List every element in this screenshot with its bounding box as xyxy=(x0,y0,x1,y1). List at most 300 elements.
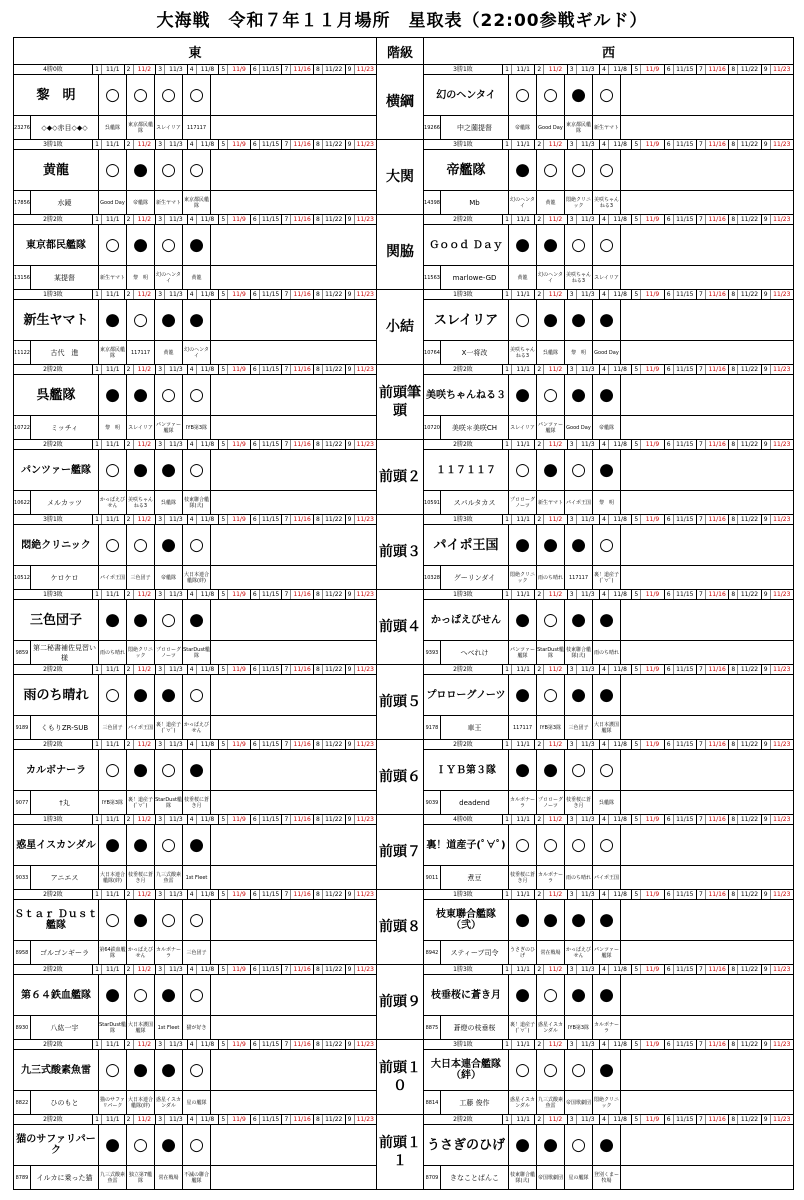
guild-id: 14398 xyxy=(424,191,441,214)
match-date: 11/1 xyxy=(516,666,530,673)
guild-id: 8789 xyxy=(14,1166,31,1189)
win-mark: ○ xyxy=(99,675,127,715)
empty-slot xyxy=(211,225,376,265)
leader-name: スパルタカス xyxy=(441,491,509,514)
match-slot xyxy=(282,440,314,449)
empty-slot xyxy=(211,450,376,490)
win-mark: ○ xyxy=(183,1125,211,1165)
loss-mark: ● xyxy=(127,1050,155,1090)
loss-mark: ● xyxy=(127,600,155,640)
match-number: 6 xyxy=(251,590,260,599)
match-date: 11/2 xyxy=(548,816,563,823)
record-row xyxy=(14,140,376,150)
match-slot xyxy=(251,1040,283,1049)
match-slot xyxy=(93,590,125,599)
match-date: 11/8 xyxy=(200,366,215,373)
loss-mark: ● xyxy=(183,300,211,340)
match-slot xyxy=(188,1115,220,1124)
match-date: 11/3 xyxy=(581,1041,595,1048)
match-number: 5 xyxy=(219,890,228,899)
opponent-name: スレイリア xyxy=(155,116,183,139)
match-slot xyxy=(346,890,377,899)
match-slot xyxy=(93,740,125,749)
match-date: 11/1 xyxy=(516,741,530,748)
empty-slot xyxy=(211,116,376,139)
match-slot xyxy=(219,1115,251,1124)
east-guild-cell xyxy=(14,890,377,965)
match-number: 2 xyxy=(535,290,544,299)
opponent-name: 新生ヤマト xyxy=(155,191,183,214)
win-loss-record: 1勝3敗 xyxy=(14,290,93,299)
match-date: 11/23 xyxy=(773,741,791,748)
match-number: 8 xyxy=(729,440,738,449)
match-number: 5 xyxy=(219,65,228,74)
match-slot xyxy=(762,65,793,74)
match-number: 1 xyxy=(93,290,102,299)
guild-opponents-row xyxy=(424,941,793,964)
opponent-name: 117117 xyxy=(127,341,155,364)
match-date: 11/23 xyxy=(356,966,374,973)
rank-row xyxy=(14,1115,794,1190)
match-slot xyxy=(125,1115,157,1124)
match-slot xyxy=(314,1115,346,1124)
guild-name: 三色団子 xyxy=(14,600,99,640)
match-number: 8 xyxy=(314,215,323,224)
match-number: 1 xyxy=(93,965,102,974)
match-slot xyxy=(632,1040,664,1049)
match-number: 2 xyxy=(125,740,134,749)
match-date: 11/8 xyxy=(613,1041,627,1048)
match-date: 11/1 xyxy=(516,816,530,823)
match-slot xyxy=(503,65,535,74)
guild-results-row xyxy=(424,675,793,716)
loss-mark: ● xyxy=(593,900,621,940)
match-slot xyxy=(503,590,535,599)
match-date: 11/8 xyxy=(200,891,215,898)
match-slot xyxy=(125,365,157,374)
match-date: 11/1 xyxy=(516,291,530,298)
match-date: 11/2 xyxy=(137,591,152,598)
match-slot xyxy=(251,815,283,824)
match-slot xyxy=(697,590,729,599)
match-slot xyxy=(156,590,188,599)
match-date: 11/23 xyxy=(356,441,374,448)
guild-id: 9393 xyxy=(424,641,441,664)
match-number: 1 xyxy=(503,965,512,974)
match-date: 11/1 xyxy=(106,966,120,973)
match-number: 4 xyxy=(188,290,197,299)
west-guild-cell xyxy=(424,65,794,140)
match-number: 3 xyxy=(156,365,165,374)
opponent-name: 不滅の聯合艦隊 xyxy=(183,1166,211,1189)
match-date: 11/9 xyxy=(645,366,660,373)
match-slot xyxy=(503,290,535,299)
match-slot xyxy=(156,890,188,899)
match-number: 9 xyxy=(762,515,771,524)
star-table xyxy=(13,37,794,1190)
match-slot xyxy=(188,140,220,149)
guild-id: 9189 xyxy=(14,716,31,739)
match-number: 3 xyxy=(568,140,577,149)
guild-opponents-row xyxy=(424,341,793,364)
guild-results-row xyxy=(14,375,376,416)
opponent-name: パイポ王国 xyxy=(593,866,621,889)
match-date: 11/8 xyxy=(200,516,215,523)
opponent-name: 黄龍 xyxy=(537,191,565,214)
empty-slot xyxy=(621,225,793,265)
opponent-name: 雨のち晴れ xyxy=(565,866,593,889)
loss-mark: ● xyxy=(509,675,537,715)
match-date: 11/3 xyxy=(169,666,183,673)
match-slot xyxy=(632,65,664,74)
match-date: 11/3 xyxy=(169,1116,183,1123)
leader-name: 車王 xyxy=(441,716,509,739)
match-slot xyxy=(188,815,220,824)
east-guild-cell xyxy=(14,290,377,365)
match-date: 11/23 xyxy=(356,66,374,73)
opponent-name: 悶絶クリニック xyxy=(127,641,155,664)
match-date: 11/9 xyxy=(645,441,660,448)
match-date: 11/8 xyxy=(613,891,627,898)
match-number: 1 xyxy=(503,1115,512,1124)
match-date: 11/15 xyxy=(261,216,280,223)
rank-label: 大関 xyxy=(377,140,424,215)
opponent-name: 呉艦隊 xyxy=(99,116,127,139)
match-slot xyxy=(188,740,220,749)
match-slot xyxy=(762,1115,793,1124)
win-mark: ○ xyxy=(99,150,127,190)
match-date: 11/8 xyxy=(200,291,215,298)
guild-results-row xyxy=(424,450,793,491)
match-number: 1 xyxy=(93,1115,102,1124)
empty-slot xyxy=(621,450,793,490)
match-slot xyxy=(697,1115,729,1124)
win-loss-record: 2勝2敗 xyxy=(14,1040,93,1049)
match-date: 11/1 xyxy=(516,441,530,448)
match-slot xyxy=(346,665,377,674)
match-date: 11/15 xyxy=(676,141,694,148)
rank-row xyxy=(14,815,794,890)
win-loss-record: 3勝1敗 xyxy=(424,65,503,74)
guild-results-row xyxy=(424,825,793,866)
match-slot xyxy=(729,815,761,824)
match-date: 11/8 xyxy=(200,666,215,673)
loss-mark: ● xyxy=(537,750,565,790)
empty-slot xyxy=(211,491,376,514)
record-row xyxy=(424,440,793,450)
match-date: 11/15 xyxy=(676,1116,694,1123)
match-number: 7 xyxy=(282,140,291,149)
match-date: 11/16 xyxy=(708,816,726,823)
leader-name: アニエス xyxy=(31,866,99,889)
match-date: 11/15 xyxy=(676,1041,694,1048)
match-number: 8 xyxy=(314,965,323,974)
match-slot xyxy=(125,515,157,524)
match-date: 11/2 xyxy=(137,816,152,823)
match-date: 11/23 xyxy=(356,816,374,823)
match-date: 11/2 xyxy=(548,441,563,448)
match-number: 6 xyxy=(665,965,674,974)
guild-name: かっぱえびせん xyxy=(424,600,509,640)
match-date: 11/3 xyxy=(169,516,183,523)
match-slot xyxy=(282,965,314,974)
match-number: 7 xyxy=(697,140,706,149)
match-date: 11/2 xyxy=(548,516,563,523)
match-number: 4 xyxy=(600,365,609,374)
match-number: 1 xyxy=(93,365,102,374)
match-slot xyxy=(314,590,346,599)
opponent-name: 呉艦隊 xyxy=(593,791,621,814)
empty-slot xyxy=(621,1166,793,1189)
match-date: 11/3 xyxy=(169,891,183,898)
empty-slot xyxy=(211,75,376,115)
guild-name: 東京都民艦隊 xyxy=(14,225,99,265)
east-guild-block xyxy=(14,665,376,739)
match-date: 11/9 xyxy=(232,516,246,523)
match-date: 11/15 xyxy=(676,216,694,223)
match-number: 8 xyxy=(729,365,738,374)
match-date: 11/9 xyxy=(232,216,246,223)
match-date: 11/3 xyxy=(169,591,183,598)
match-slot xyxy=(346,515,377,524)
match-date: 11/16 xyxy=(708,891,726,898)
opponent-name: Good Day xyxy=(593,341,621,364)
match-slot xyxy=(697,815,729,824)
match-slot xyxy=(600,665,632,674)
match-number: 4 xyxy=(188,665,197,674)
opponent-name: カルボナーラ xyxy=(537,866,565,889)
match-slot xyxy=(251,290,283,299)
match-number: 6 xyxy=(665,365,674,374)
match-date: 11/2 xyxy=(548,366,563,373)
loss-mark: ● xyxy=(537,450,565,490)
match-slot xyxy=(762,1040,793,1049)
match-number: 5 xyxy=(219,740,228,749)
opponent-name: 雨のち晴れ xyxy=(99,641,127,664)
match-number: 8 xyxy=(314,1040,323,1049)
empty-slot xyxy=(621,266,793,289)
guild-name: Ｇｏｏｄ Ｄａｙ xyxy=(424,225,509,265)
match-number: 6 xyxy=(251,1115,260,1124)
match-date: 11/22 xyxy=(325,441,343,448)
win-mark: ○ xyxy=(565,825,593,865)
match-slot xyxy=(762,215,793,224)
match-number: 4 xyxy=(188,590,197,599)
match-slot xyxy=(697,665,729,674)
match-number: 8 xyxy=(314,890,323,899)
match-number: 3 xyxy=(568,665,577,674)
west-guild-cell xyxy=(424,365,794,440)
rank-label: 前頭７ xyxy=(377,815,424,890)
leader-name: きなことぱんこ xyxy=(441,1166,509,1189)
match-date: 11/1 xyxy=(516,1041,530,1048)
match-slot xyxy=(188,440,220,449)
opponent-name: 枝垂桜に蒼き月 xyxy=(509,866,537,889)
win-mark: ○ xyxy=(509,825,537,865)
match-date: 11/23 xyxy=(356,1041,374,1048)
opponent-name: プロローグノーツ xyxy=(155,641,183,664)
match-date: 11/1 xyxy=(106,666,120,673)
match-number: 9 xyxy=(346,965,355,974)
empty-slot xyxy=(211,975,376,1015)
match-date: 11/23 xyxy=(773,816,791,823)
empty-slot xyxy=(211,1050,376,1090)
match-date: 11/3 xyxy=(581,141,595,148)
page-title: 大海戦 令和７年１１月場所 星取表（22:00参戦ギルド） xyxy=(156,11,648,31)
match-number: 1 xyxy=(93,440,102,449)
match-number: 5 xyxy=(219,515,228,524)
opponent-name: 常在戦場 xyxy=(155,1166,183,1189)
match-date: 11/2 xyxy=(137,66,152,73)
leader-name: 八紘一宇 xyxy=(31,1016,99,1039)
guild-name: 枝垂桜に蒼き月 xyxy=(424,975,509,1015)
match-number: 8 xyxy=(729,665,738,674)
loss-mark: ● xyxy=(99,375,127,415)
match-number: 6 xyxy=(665,740,674,749)
opponent-name: 三色団子 xyxy=(183,941,211,964)
guild-opponents-row xyxy=(14,866,376,889)
empty-slot xyxy=(621,900,793,940)
match-number: 9 xyxy=(762,590,771,599)
rank-label: 前頭３ xyxy=(377,515,424,590)
match-date: 11/3 xyxy=(581,516,595,523)
match-date: 11/15 xyxy=(261,891,280,898)
win-loss-record: 1勝3敗 xyxy=(424,515,503,524)
opponent-name: 登別くまー牧場 xyxy=(593,1166,621,1189)
match-slot xyxy=(503,740,535,749)
match-date: 11/3 xyxy=(169,366,183,373)
win-loss-record: 3勝1敗 xyxy=(14,515,93,524)
match-slot xyxy=(188,65,220,74)
guild-id: 13156 xyxy=(14,266,31,289)
match-slot xyxy=(665,290,697,299)
loss-mark: ● xyxy=(509,1125,537,1165)
opponent-name: 新生ヤマト xyxy=(99,266,127,289)
match-slot xyxy=(219,740,251,749)
win-mark: ○ xyxy=(99,225,127,265)
opponent-name: 九三式酸素魚雷 xyxy=(537,1091,565,1114)
match-slot xyxy=(632,815,664,824)
match-number: 7 xyxy=(697,815,706,824)
match-slot xyxy=(535,215,567,224)
west-guild-block xyxy=(424,215,793,289)
match-date: 11/16 xyxy=(708,366,726,373)
match-date: 11/22 xyxy=(325,591,343,598)
record-row xyxy=(424,590,793,600)
match-number: 7 xyxy=(282,365,291,374)
match-slot xyxy=(125,290,157,299)
match-date: 11/1 xyxy=(106,1041,120,1048)
loss-mark: ● xyxy=(565,600,593,640)
match-slot xyxy=(125,740,157,749)
empty-slot xyxy=(621,1016,793,1039)
match-date: 11/9 xyxy=(232,891,246,898)
record-row xyxy=(424,290,793,300)
match-date: 11/9 xyxy=(232,966,246,973)
match-date: 11/8 xyxy=(613,66,627,73)
guild-id: 10722 xyxy=(14,416,31,439)
opponent-name: 東京都民艦隊 xyxy=(99,341,127,364)
match-slot xyxy=(156,140,188,149)
opponent-name: パンツァー艦隊 xyxy=(155,416,183,439)
match-number: 1 xyxy=(93,815,102,824)
match-slot xyxy=(535,815,567,824)
match-slot xyxy=(632,965,664,974)
empty-slot xyxy=(211,341,376,364)
loss-mark: ● xyxy=(127,750,155,790)
match-date: 11/3 xyxy=(581,741,595,748)
match-slot xyxy=(632,1115,664,1124)
match-slot xyxy=(697,215,729,224)
east-guild-block xyxy=(14,290,376,364)
match-slot xyxy=(314,365,346,374)
win-mark: ○ xyxy=(127,300,155,340)
leader-name: ◇◆◇赤目◇◆◇ xyxy=(31,116,99,139)
match-date: 11/9 xyxy=(232,66,246,73)
match-number: 6 xyxy=(665,515,674,524)
match-date: 11/3 xyxy=(169,291,183,298)
loss-mark: ● xyxy=(155,525,183,565)
match-number: 2 xyxy=(535,740,544,749)
match-date: 11/3 xyxy=(169,216,183,223)
rank-label: 前頭６ xyxy=(377,740,424,815)
opponent-name: かっぱえびせん xyxy=(183,716,211,739)
guild-opponents-row xyxy=(14,191,376,214)
empty-slot xyxy=(621,1125,793,1165)
match-number: 8 xyxy=(729,1040,738,1049)
match-date: 11/16 xyxy=(708,741,726,748)
match-slot xyxy=(600,440,632,449)
east-guild-cell xyxy=(14,365,377,440)
match-number: 4 xyxy=(188,740,197,749)
match-slot xyxy=(346,365,377,374)
match-slot xyxy=(762,740,793,749)
loss-mark: ● xyxy=(509,225,537,265)
empty-slot xyxy=(211,675,376,715)
win-loss-record: 1勝3敗 xyxy=(424,890,503,899)
opponent-name: IYB第3隊 xyxy=(565,1016,593,1039)
match-date: 11/8 xyxy=(200,216,215,223)
empty-slot xyxy=(211,150,376,190)
guild-results-row xyxy=(424,1050,793,1091)
match-number: 9 xyxy=(762,140,771,149)
opponent-name: かっぱえびせん xyxy=(99,491,127,514)
match-date: 11/23 xyxy=(356,516,374,523)
match-slot xyxy=(762,965,793,974)
match-date: 11/23 xyxy=(773,591,791,598)
win-mark: ○ xyxy=(155,825,183,865)
match-slot xyxy=(729,665,761,674)
guild-opponents-row xyxy=(424,491,793,514)
opponent-name: 幻のヘンタイ xyxy=(155,266,183,289)
empty-slot xyxy=(211,941,376,964)
match-number: 9 xyxy=(346,1040,355,1049)
match-date: 11/1 xyxy=(106,141,120,148)
record-row xyxy=(14,815,376,825)
match-number: 6 xyxy=(251,290,260,299)
record-row xyxy=(424,140,793,150)
guild-opponents-row xyxy=(424,191,793,214)
win-mark: ○ xyxy=(127,975,155,1015)
match-date: 11/16 xyxy=(293,891,311,898)
empty-slot xyxy=(621,150,793,190)
west-guild-cell xyxy=(424,815,794,890)
match-slot xyxy=(219,140,251,149)
empty-slot xyxy=(211,300,376,340)
empty-slot xyxy=(621,525,793,565)
loss-mark: ● xyxy=(565,675,593,715)
record-row xyxy=(14,590,376,600)
